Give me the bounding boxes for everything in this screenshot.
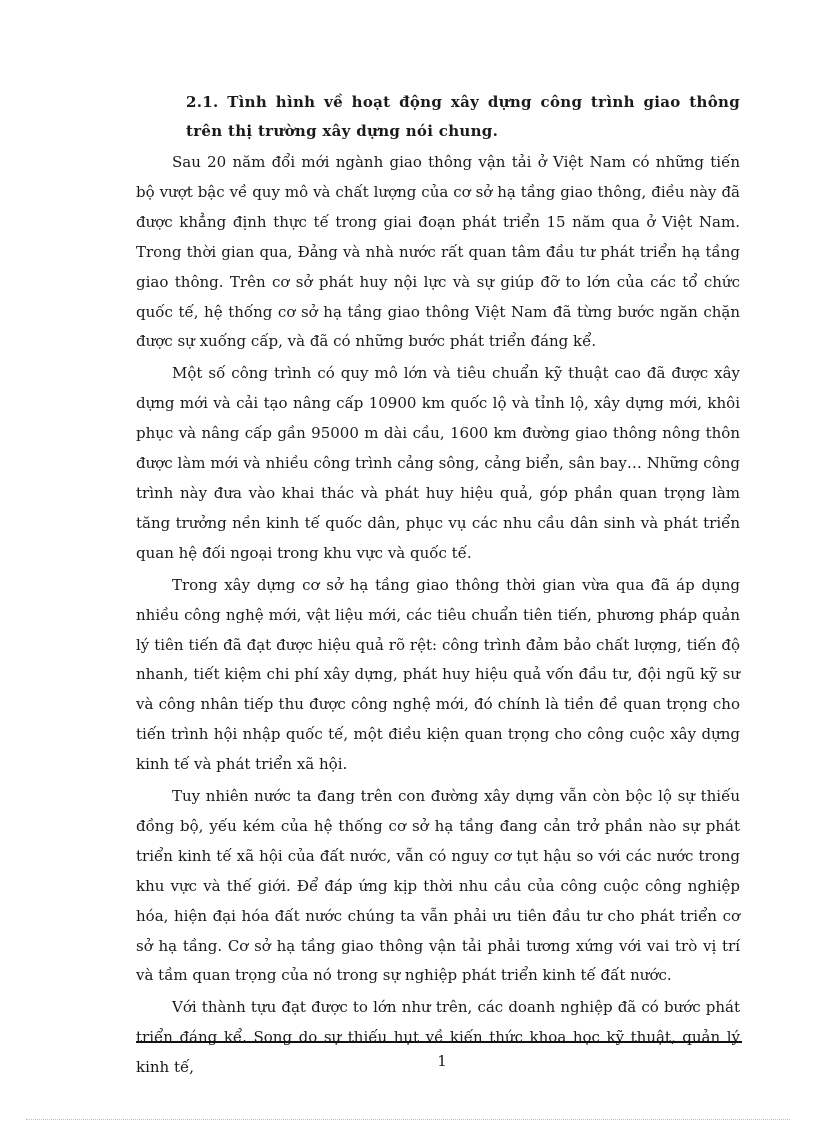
paragraph-4: Tuy nhiên nước ta đang trên con đường xây dựng vẫn còn bộc lộ sự thiếu đồng bộ, yếu kém của hệ thống cơ sở hạ tầng đang cản trở phần nào sự phát triển kinh tế xã hội của đất nước, vẫn có nguy cơ tụt hậu so với các nước trong khu vực và thế giới. Để đáp ứng kịp thời nhu cầu của công cuộc công nghiệp hóa, hiện đại hóa đất nước chúng ta vẫn phải ưu tiên đầu tư cho phát triển cơ sở hạ tầng. Cơ sở hạ tầng giao thông vận tải phải tương xứng với vai trò vị trí và tầm quan trọng của nó trong sự nghiệp phát triển kinh tế đất nước.	[136, 787, 740, 985]
page-body	[136, 88, 740, 1085]
section-heading: 2.1. Tình hình về hoạt động xây dựng công trình giao thông trên thị trường xây dựng nói chung.	[186, 93, 740, 140]
paragraph-2: Một số công trình có quy mô lớn và tiêu chuẩn kỹ thuật cao đã được xây dựng mới và cải tạo nâng cấp 10900 km quốc lộ và tỉnh lộ, xây dựng mới, khôi phục và nâng cấp gần 95000 m dài cầu, 1600 km đường giao thông nông thôn được làm mới và nhiều công trình cảng sông, cảng biển, sân bay… Những công trình này đưa vào khai thác và phát huy hiệu quả, góp phần quan trọng làm tăng trưởng nền kinh tế quốc dân, phục vụ các nhu cầu dân sinh và phát triển quan hệ đối ngoại trong khu vực và quốc tế.	[136, 364, 740, 562]
paragraph-5: Với thành tựu đạt được to lớn như trên, các doanh nghiệp đã có bước phát triển đáng kể. Song do sự thiếu hụt về kiến thức khoa học kỹ thuật, quản lý kinh tế,	[136, 998, 740, 1077]
page-bottom-border	[26, 1119, 790, 1120]
paragraph-3: Trong xây dựng cơ sở hạ tầng giao thông thời gian vừa qua đã áp dụng nhiều công nghệ mới, vật liệu mới, các tiêu chuẩn tiên tiến, phương pháp quản lý tiên tiến đã đạt được hiệu quả rõ rệt: công trình đảm bảo chất lượng, tiến độ nhanh, tiết kiệm chi phí xây dựng, phát huy hiệu quả vốn đầu tư, đội ngũ kỹ sư và công nhân tiếp thu được công nghệ mới, đó chính là tiền đề quan trọng cho tiến trình hội nhập quốc tế, một điều kiện quan trọng cho công cuộc xây dựng kinh tế và phát triển xã hội.	[136, 575, 740, 774]
footer-divider	[136, 1041, 742, 1043]
paragraph-1: Sau 20 năm đổi mới ngành giao thông vận tải ở Việt Nam có những tiến bộ vượt bậc về quy mô và chất lượng của cơ sở hạ tầng giao thông, điều này đã được khẳng định thực tế trong giai đoạn phát triển 15 năm qua ở Việt Nam. Trong thời gian qua, Đảng và nhà nước rất quan tâm đầu tư phát triển hạ tầng giao thông. Trên cơ sở phát huy nội lực và sự giúp đỡ to lớn của các tổ chức quốc tế, hệ thống cơ sở hạ tầng giao thông Việt Nam đã từng bước ngăn chặn được sự xuống cấp, và đã có những bước phát triển đáng kể.	[136, 153, 740, 351]
page-number: 1	[437, 1052, 447, 1070]
